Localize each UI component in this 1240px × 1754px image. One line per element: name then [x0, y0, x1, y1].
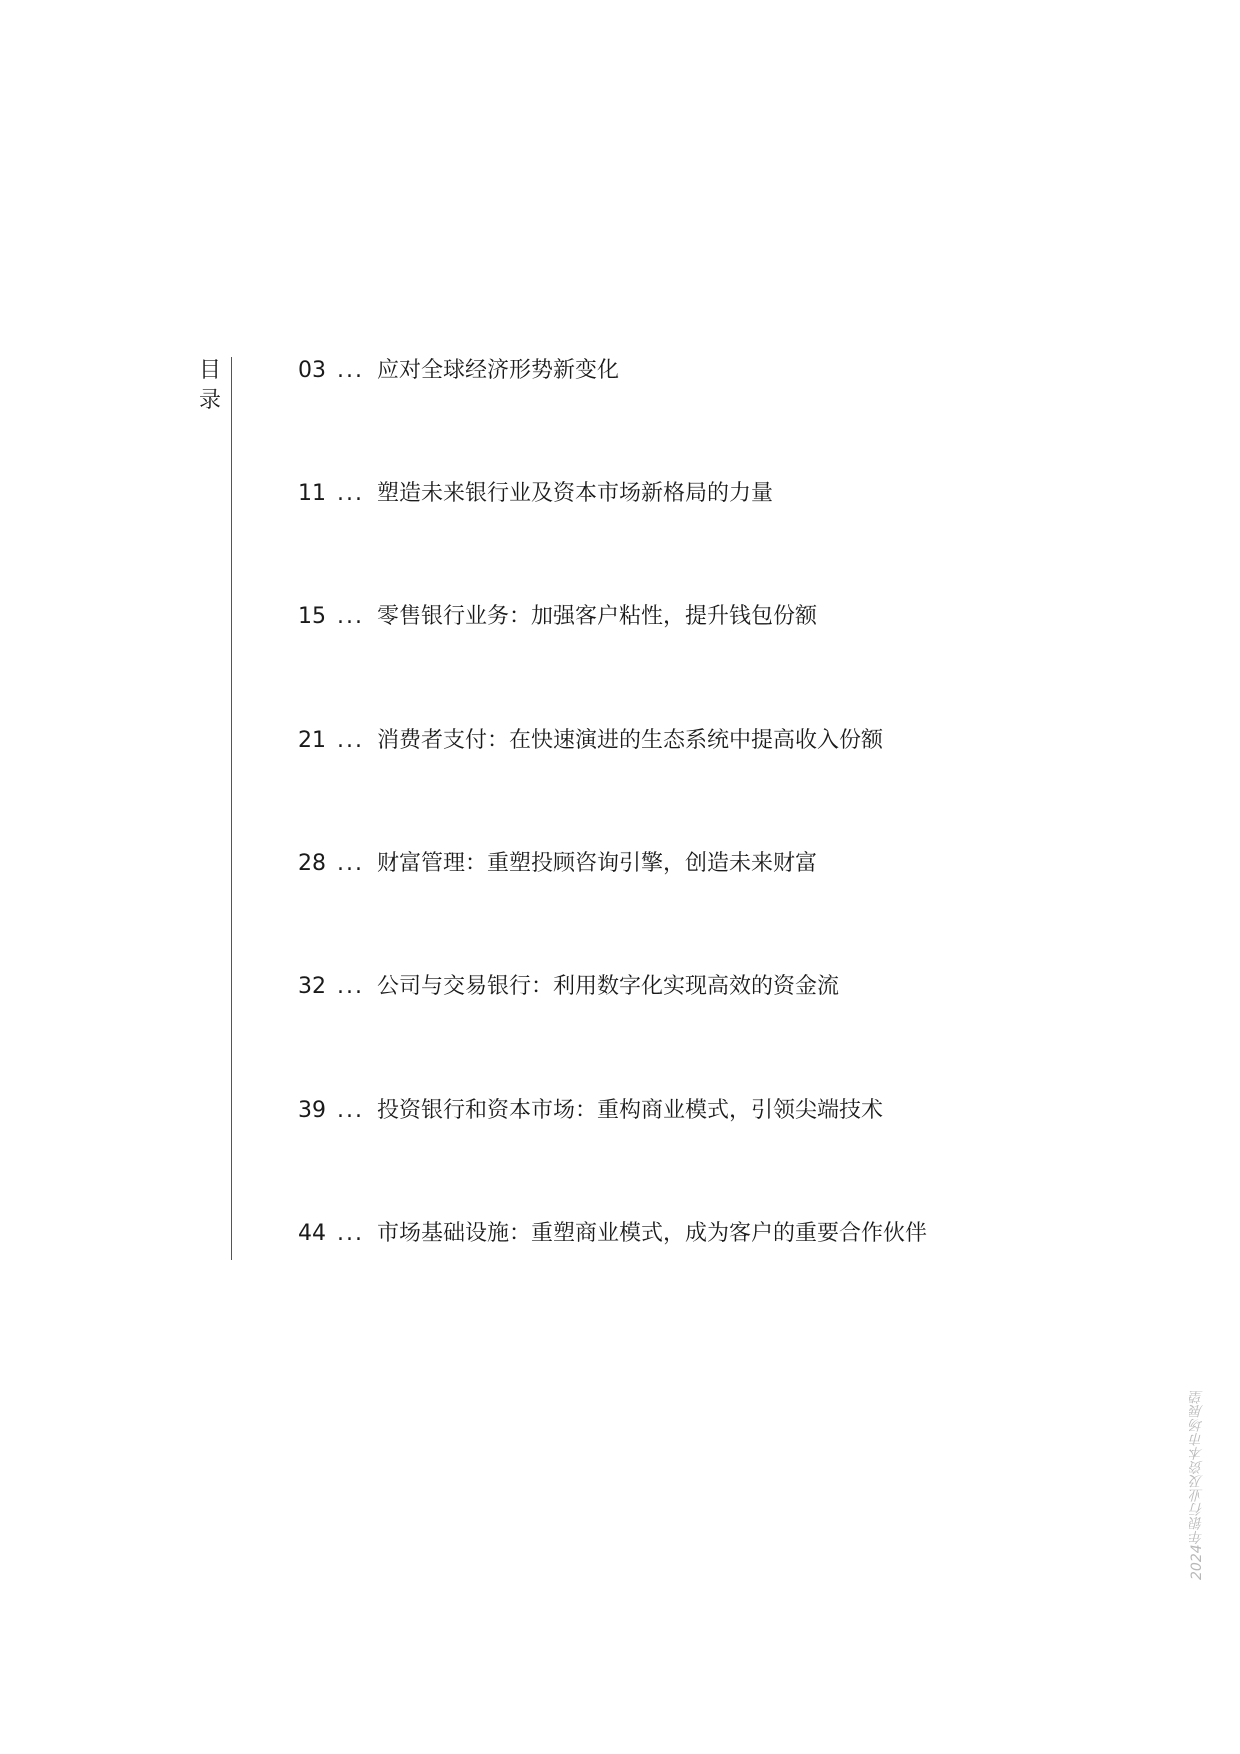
toc-entry[interactable] [298, 972, 839, 1002]
toc-page-number: 39 [298, 1098, 326, 1123]
toc-entry[interactable] [298, 1219, 927, 1249]
toc-entry[interactable] [298, 849, 817, 879]
toc-entry-title: 公司与交易银行：利用数字化实现高效的资金流 [376, 974, 839, 999]
toc-entry-title: 零售银行业务：加强客户粘性，提升钱包份额 [376, 604, 817, 629]
toc-page-number: 11 [298, 481, 326, 506]
toc-entry-title: 消费者支付：在快速演进的生态系统中提高收入份额 [376, 728, 883, 753]
toc-leader-dots: ... [337, 728, 364, 753]
toc-leader-dots: ... [337, 604, 364, 629]
toc-leader-dots: ... [337, 481, 364, 506]
toc-page-number: 44 [298, 1221, 326, 1246]
toc-entry[interactable] [298, 356, 619, 386]
toc-heading-char-2: 录 [198, 388, 221, 413]
toc-entry-title: 塑造未来银行业及资本市场新格局的力量 [376, 481, 773, 506]
toc-entry-title: 应对全球经济形势新变化 [376, 358, 619, 383]
toc-page-number: 28 [298, 851, 326, 876]
toc-leader-dots: ... [337, 1098, 364, 1123]
toc-leader-dots: ... [337, 974, 364, 999]
vertical-divider [231, 357, 232, 1260]
toc-page-number: 03 [298, 358, 326, 383]
toc-entry[interactable] [298, 1096, 883, 1126]
toc-entry[interactable] [298, 479, 773, 509]
toc-heading [196, 356, 224, 416]
toc-heading-char-1: 目 [198, 358, 221, 383]
toc-leader-dots: ... [337, 851, 364, 876]
toc-entry-title: 财富管理：重塑投顾咨询引擎，创造未来财富 [376, 851, 817, 876]
toc-entry-title: 市场基础设施：重塑商业模式，成为客户的重要合作伙伴 [376, 1221, 927, 1246]
toc-page-number: 21 [298, 728, 326, 753]
toc-entry[interactable] [298, 726, 883, 756]
toc-entry[interactable] [298, 602, 817, 632]
toc-page-number: 32 [298, 974, 326, 999]
toc-leader-dots: ... [337, 1221, 364, 1246]
toc-entry-title: 投资银行和资本市场：重构商业模式，引领尖端技术 [376, 1098, 883, 1123]
side-caption: 2024年银行业及资本市场展望 [1189, 1390, 1205, 1580]
toc-page-number: 15 [298, 604, 326, 629]
toc-leader-dots: ... [337, 358, 364, 383]
